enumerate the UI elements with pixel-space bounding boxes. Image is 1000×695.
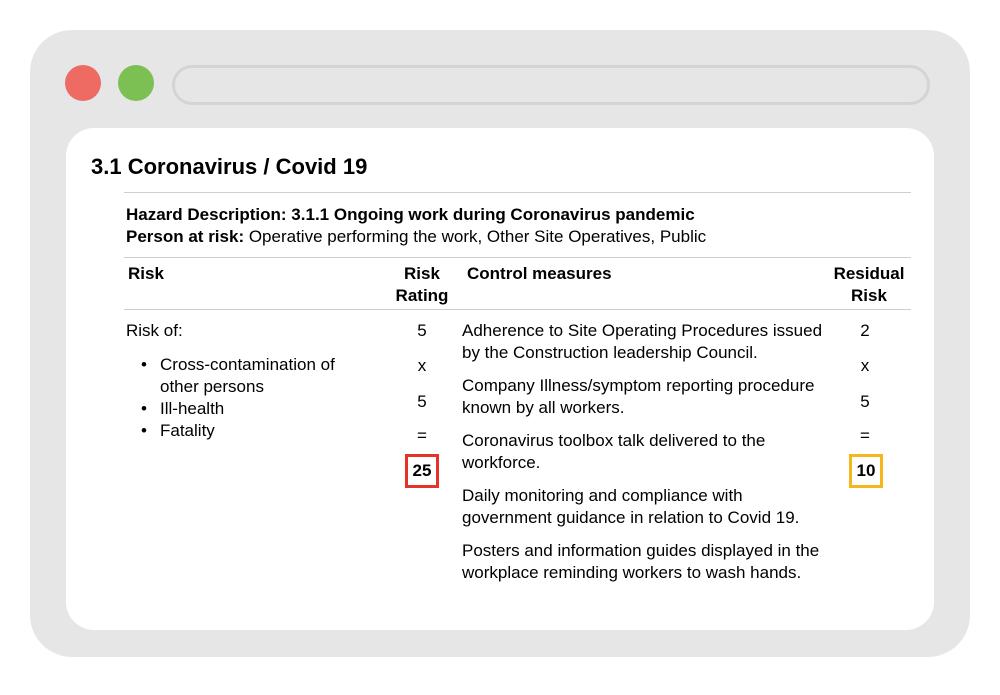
maximize-window-button[interactable]	[118, 65, 154, 101]
control-measure-item: Coronavirus toolbox talk delivered to the workforce.	[462, 431, 766, 472]
risk-rating-value-a: 5	[417, 321, 427, 340]
residual-operator-x: x	[860, 356, 870, 375]
residual-value-b: 5	[860, 392, 870, 411]
control-measures-cell	[462, 320, 832, 595]
risk-list-item: • Cross-contamination of other persons	[126, 354, 376, 398]
residual-risk-result: 10	[849, 454, 883, 488]
risk-intro: Risk of:	[126, 321, 183, 340]
close-window-button[interactable]	[65, 65, 101, 101]
person-at-risk-label: Person at risk:	[126, 227, 245, 246]
page-content	[66, 128, 934, 630]
risk-rating-operator-x: x	[417, 356, 427, 375]
divider-header-top	[124, 257, 911, 258]
residual-value-a: 2	[860, 321, 870, 340]
control-measure-item: Company Illness/symptom reporting procedure known by all workers.	[462, 376, 815, 417]
risk-list-item: • Fatality	[126, 420, 376, 442]
hazard-description: Hazard Description: 3.1.1 Ongoing work during Coronavirus pandemic	[126, 205, 695, 224]
section-title: 3.1 Coronavirus / Covid 19	[91, 154, 368, 179]
address-bar[interactable]	[172, 65, 930, 105]
divider-top	[124, 192, 911, 193]
risk-rating-result: 25	[405, 454, 439, 488]
control-measure-item: Daily monitoring and compliance with government guidance in relation to Covid 19.	[462, 486, 800, 527]
risk-rating-operator-equals: =	[417, 426, 427, 445]
risk-list	[126, 354, 376, 442]
hazard-block	[126, 204, 706, 248]
control-measure-item: Posters and information guides displayed in the workplace reminding workers to wash hands.	[462, 541, 820, 582]
divider-header-bottom	[124, 309, 911, 310]
header-risk: Risk	[128, 264, 164, 283]
person-at-risk-value: Operative performing the work, Other Site Operatives, Public	[244, 227, 707, 246]
risk-rating-value-b: 5	[417, 392, 427, 411]
header-risk-rating: Risk Rating	[395, 264, 449, 305]
header-residual-risk: Residual Risk	[833, 264, 905, 305]
risk-list-item: • Ill-health	[126, 398, 376, 420]
residual-operator-equals: =	[860, 426, 870, 445]
control-measure-item: Adherence to Site Operating Procedures issued by the Construction leadership Council.	[462, 321, 823, 362]
header-control-measures: Control measures	[467, 264, 612, 283]
risk-cell	[126, 320, 376, 442]
